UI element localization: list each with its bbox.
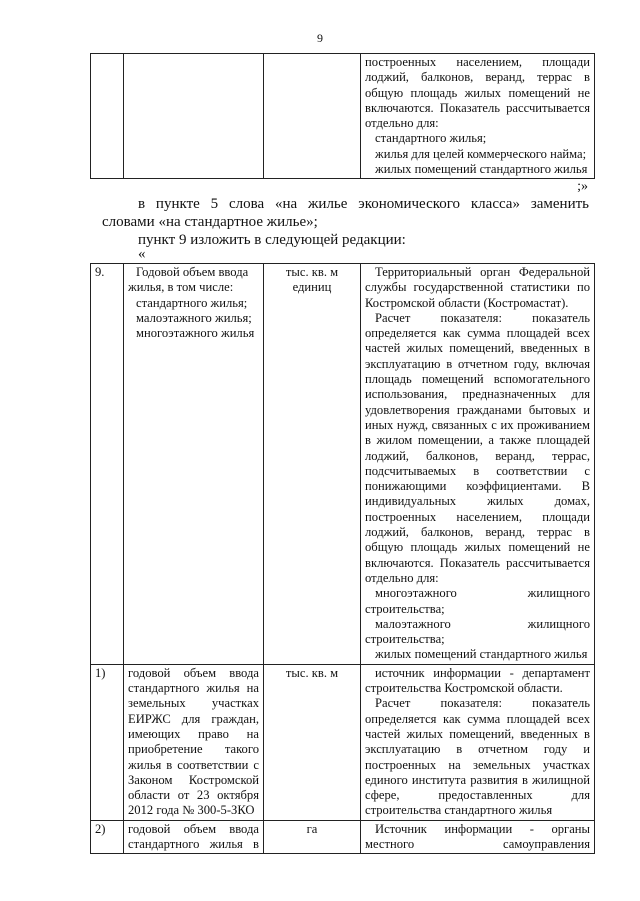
instruction-line: словами «на стандартное жилье»; xyxy=(102,214,318,230)
name-cell xyxy=(124,264,264,665)
text-line: многоэтажного жилья xyxy=(136,326,255,341)
text-line: Расчет показателя: показатель xyxy=(375,696,590,711)
text-line: земельных участках xyxy=(128,696,259,711)
open-quote: « xyxy=(138,246,146,262)
name-cell xyxy=(124,664,264,820)
text-line: малоэтажного жилья; xyxy=(136,310,252,325)
text-line: области от 23 октября xyxy=(128,788,259,803)
text-line: строительства; xyxy=(365,632,445,647)
text-line: понижающими коэффициентами. В xyxy=(365,479,590,494)
description-cell xyxy=(361,54,595,179)
text-line: лоджий, балконов, веранд, террас в xyxy=(365,525,590,540)
continuation-table xyxy=(90,53,595,179)
unit-cell xyxy=(264,264,361,665)
text-line: малоэтажного жилищного xyxy=(375,616,590,631)
text-line: тыс. кв. м xyxy=(285,665,339,680)
text-line: единого института развития в жилищной xyxy=(365,772,590,787)
instruction-line: пункт 9 изложить в следующей редакции: xyxy=(138,232,406,248)
text-line: жилья, в том числе: xyxy=(128,280,234,295)
page-number: 9 xyxy=(317,31,323,45)
text-line: включаются. Показатель рассчитывается xyxy=(365,100,590,115)
description-cell xyxy=(361,264,595,665)
text-line: приобретение такого xyxy=(128,742,259,757)
text-line: жилых помещений стандартного жилья xyxy=(375,162,588,177)
row-number: 1) xyxy=(95,665,106,680)
table-row xyxy=(91,54,595,179)
text-line: стандартного жилья; xyxy=(375,131,487,146)
text-line: площадь помещений вспомогательного xyxy=(365,372,590,387)
name-cell xyxy=(124,54,264,179)
text-line: эксплуатацию в отчетном году и xyxy=(365,742,590,757)
text-line: общую площадь жилых помещений не xyxy=(365,85,590,100)
table-row xyxy=(91,820,595,854)
text-line: ЕИРЖС для граждан, xyxy=(128,711,259,726)
text-line: частей жилых помещений, введенных в xyxy=(365,341,590,356)
text-line: отдельно для: xyxy=(365,570,439,585)
row-number: 2) xyxy=(95,821,106,836)
text-line: стандартного жилья; xyxy=(136,295,248,310)
text-line: лоджий, балконов, веранд, террас в xyxy=(365,70,590,85)
text-line: жилых помещений стандартного жилья xyxy=(375,647,588,662)
text-line: в жилом помещении, а также площадей xyxy=(365,433,590,448)
number-cell xyxy=(91,820,124,854)
text-line: единиц xyxy=(292,280,332,295)
number-cell xyxy=(91,664,124,820)
text-line: отдельно для: xyxy=(365,116,439,131)
unit-cell xyxy=(264,820,361,854)
text-line: частей жилых помещений, введенных в xyxy=(365,726,590,741)
text-line: жилья в соответствии с xyxy=(128,757,259,772)
text-line: Расчет показателя: показатель xyxy=(375,310,590,325)
text-line: стандартного жилья в xyxy=(128,836,259,851)
text-line: индивидуальных жилых домах, xyxy=(365,494,590,509)
text-line: Годовой объем ввода xyxy=(136,265,249,279)
number-cell xyxy=(91,54,124,179)
text-line: построенных на земельных участках xyxy=(365,757,590,772)
text-line: жилья для целей коммерческого найма; xyxy=(375,146,587,161)
unit-cell xyxy=(264,54,361,179)
text-line: годовой объем ввода xyxy=(128,665,259,680)
description-cell xyxy=(361,820,595,854)
text-line: строительства; xyxy=(365,601,445,616)
text-line: построенных населением, площади xyxy=(365,55,590,69)
text-line: Источник информации - органы xyxy=(375,821,590,836)
text-line: стандартного жилья на xyxy=(128,681,259,696)
unit-cell xyxy=(264,664,361,820)
table-row xyxy=(91,264,595,665)
text-line: определяется как сумма площадей всех xyxy=(365,711,590,726)
text-line: га xyxy=(306,821,318,836)
row-number: 9. xyxy=(95,265,105,279)
text-line: построенных населением, площади xyxy=(365,509,590,524)
text-line: источник информации - департамент xyxy=(375,665,590,680)
text-line: иных нужд, связанных с их проживанием xyxy=(365,417,590,432)
text-line: годовой объем ввода xyxy=(128,821,259,836)
description-cell xyxy=(361,664,595,820)
text-line: имеющих право на xyxy=(128,726,259,741)
text-line: многоэтажного жилищного xyxy=(375,586,590,601)
text-line: включаются. Показатель рассчитывается xyxy=(365,555,590,570)
table-row xyxy=(91,664,595,820)
text-line: Территориальный орган Федеральной xyxy=(375,265,590,279)
text-line: определяется как сумма площадей всех xyxy=(365,326,590,341)
name-cell xyxy=(124,820,264,854)
text-line: строительства Костромской области. xyxy=(365,681,563,696)
text-line: лоджий, балконов, веранд, террас, xyxy=(365,448,590,463)
text-line: местного самоуправления xyxy=(365,836,590,851)
instruction-line: в пункте 5 слова «на жилье экономического класса» заменить xyxy=(138,196,589,212)
closing-quote: ;» xyxy=(577,179,588,194)
text-line: 2012 года № 300-5-ЗКО xyxy=(128,803,255,818)
number-cell xyxy=(91,264,124,665)
text-line: Костромской области (Костромастат). xyxy=(365,295,569,310)
text-line: тыс. кв. м xyxy=(285,265,339,279)
text-line: строительства стандартного жилья xyxy=(365,803,553,818)
text-line: удовлетворения гражданами бытовых и xyxy=(365,402,590,417)
text-line: Законом Костромской xyxy=(128,772,259,787)
text-line: подсчитываемых в соответствии с xyxy=(365,463,590,478)
text-line: эксплуатацию в отчетном году, включая xyxy=(365,356,590,371)
indicators-table xyxy=(90,263,595,854)
text-line: сфере, предоставленных для xyxy=(365,788,590,803)
text-line: общую площадь жилых помещений не xyxy=(365,540,590,555)
text-line: использования, предназначенных для xyxy=(365,387,590,402)
text-line: службы государственной статистики по xyxy=(365,280,590,295)
